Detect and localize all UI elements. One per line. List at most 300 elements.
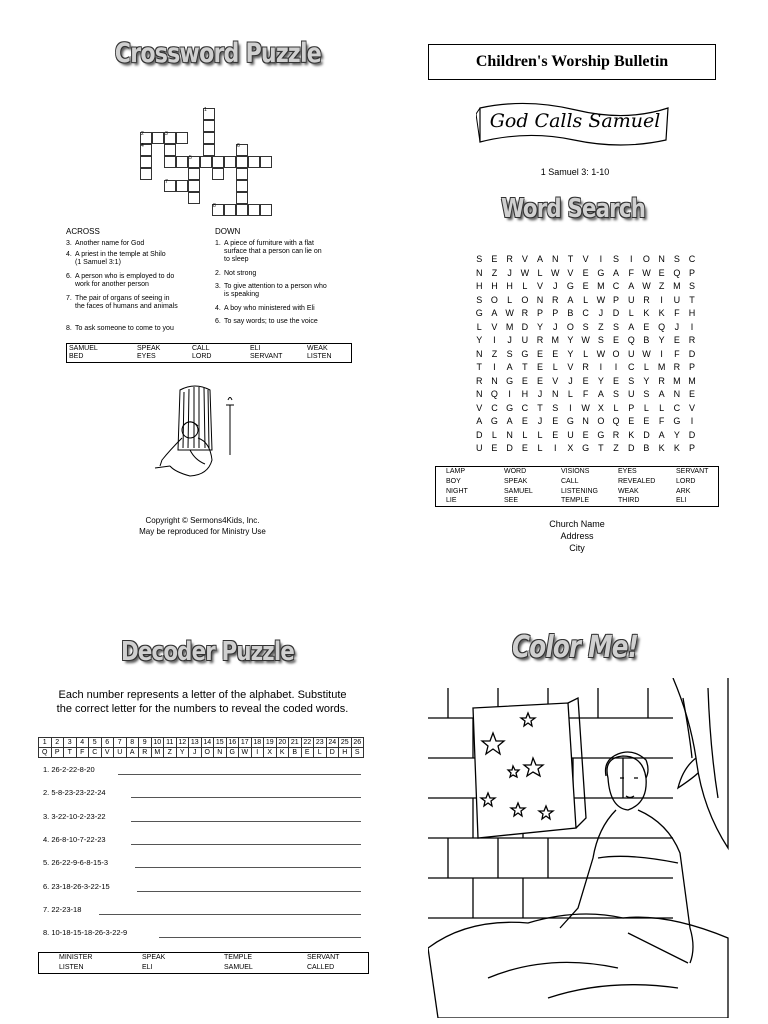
wordsearch-letter[interactable]: I	[508, 389, 511, 399]
wordsearch-letter[interactable]: U	[521, 335, 529, 345]
wordsearch-letter[interactable]: Q	[490, 389, 498, 399]
decoder-code: 2. 5-8-23-23-22-24	[43, 788, 106, 798]
decoder-key-number: 13	[189, 738, 202, 748]
wordsearch-letter[interactable]: L	[583, 294, 589, 305]
wordsearch-letter[interactable]: T	[567, 254, 574, 264]
wordsearch-letter[interactable]: E	[628, 416, 635, 426]
wordsearch-letter[interactable]: G	[506, 375, 514, 386]
wordsearch-letter[interactable]: L	[537, 267, 543, 278]
wordsearch-letter[interactable]: I	[690, 416, 694, 426]
wordsearch-letter[interactable]: E	[643, 416, 650, 426]
wordsearch-letter[interactable]: R	[506, 254, 513, 264]
wordsearch-letter[interactable]: O	[566, 321, 574, 332]
wordsearch-letter[interactable]: N	[658, 254, 665, 264]
decoder-answer-line[interactable]	[159, 937, 361, 938]
decoder-key-letter: J	[189, 748, 202, 758]
decoder-key-letter: W	[239, 748, 252, 758]
wordsearch-letter[interactable]: D	[643, 429, 650, 440]
wordsearch-letter[interactable]: E	[582, 281, 589, 291]
wordsearch-letter[interactable]: N	[476, 348, 483, 359]
wordsearch-letter[interactable]: S	[643, 389, 650, 399]
wordsearch-letter[interactable]: U	[628, 348, 635, 359]
wordsearch-letter[interactable]: X	[567, 443, 574, 453]
wordsearch-letter[interactable]: U	[476, 443, 483, 453]
decoder-code: 1. 26-2-22-8-20	[43, 765, 95, 774]
decoder-key-letter: S	[351, 748, 364, 758]
wordsearch-letter[interactable]: S	[613, 389, 620, 399]
wordsearch-letter[interactable]: L	[476, 321, 482, 332]
decoder-key-number: 15	[214, 738, 227, 748]
wordsearch-letter[interactable]: E	[582, 267, 589, 278]
wordsearch-letter[interactable]: L	[567, 389, 573, 399]
wordsearch-letter[interactable]: D	[688, 429, 696, 440]
wordsearch-letter[interactable]: P	[613, 294, 620, 305]
wordsearch-letter[interactable]: C	[628, 362, 635, 372]
wordsearch-letter[interactable]: T	[537, 402, 543, 413]
wordsearch-letter[interactable]: G	[490, 416, 498, 426]
crossword-cell[interactable]	[164, 156, 176, 168]
wordsearch-letter[interactable]: J	[537, 389, 543, 399]
wordsearch-letter[interactable]: G	[521, 348, 529, 359]
wordsearch-letter[interactable]: A	[658, 429, 665, 440]
wordsearch-letter[interactable]: N	[552, 389, 559, 399]
wordsearch-letter[interactable]: S	[552, 402, 559, 413]
decoder-key-letter: Y	[176, 748, 189, 758]
wordsearch-letter[interactable]: E	[582, 375, 589, 386]
wordsearch-letter[interactable]: L	[659, 402, 665, 413]
wordsearch-letter[interactable]: I	[660, 294, 663, 305]
wordsearch-letter[interactable]: U	[567, 429, 574, 440]
wordsearch-letter[interactable]: R	[673, 362, 681, 372]
wordsearch-letter[interactable]: A	[567, 294, 574, 305]
wordsearch-letter[interactable]: L	[643, 402, 649, 413]
wordsearch-letter[interactable]: M	[505, 321, 514, 332]
wordsearch-letter[interactable]: G	[506, 402, 514, 413]
word-bank-item: LORD	[676, 477, 696, 485]
wordsearch-letter[interactable]: F	[658, 416, 665, 426]
wordsearch-letter[interactable]: W	[596, 348, 606, 359]
wordsearch-letter[interactable]: E	[491, 254, 498, 264]
crossword-cell[interactable]	[164, 144, 176, 156]
decoder-key-letter: D	[326, 748, 339, 758]
wordsearch-letter[interactable]: P	[689, 443, 696, 453]
wordsearch-letter[interactable]: Z	[598, 321, 604, 332]
across-clues: 3. Another name for God 4. A priest in the temple at Shilo (1 Samuel 3:1) 6. A person who is employed to do work for another person 7. The pair of organs of seeing in the faces of humans and animals 8. To ask someone to come to you	[66, 240, 178, 332]
wordsearch-letter[interactable]: S	[673, 254, 680, 264]
decoder-key-number: 25	[339, 738, 352, 748]
wordsearch-letter[interactable]: R	[643, 294, 650, 305]
wordsearch-letter[interactable]: A	[613, 267, 620, 278]
wordsearch-letter[interactable]: V	[537, 281, 544, 291]
wordsearch-letter[interactable]: K	[628, 429, 635, 440]
wordsearch-letter[interactable]: L	[507, 294, 513, 305]
decoder-answer-line[interactable]	[118, 774, 361, 775]
word-bank-item: SPEAK	[504, 477, 528, 485]
wordsearch-letter[interactable]: U	[628, 294, 635, 305]
decoder-key-number: 12	[176, 738, 189, 748]
wordsearch-letter[interactable]: I	[599, 254, 603, 264]
decoder-answer-line[interactable]	[131, 844, 361, 845]
wordsearch-letter[interactable]: R	[521, 308, 529, 318]
samuel-coloring-illustration	[428, 678, 738, 1018]
wordsearch-letter[interactable]: S	[597, 335, 604, 345]
crossword-cell[interactable]	[236, 204, 248, 216]
decoder-key-letter: O	[201, 748, 214, 758]
wordsearch-letter[interactable]: Y	[658, 335, 665, 345]
wordsearch-letter[interactable]: I	[553, 443, 557, 453]
wordsearch-letter[interactable]: J	[507, 335, 512, 345]
wordsearch-letter[interactable]: Q	[612, 416, 620, 426]
wordsearch-letter[interactable]: V	[567, 267, 574, 278]
wordsearch-letter[interactable]: I	[690, 321, 694, 332]
wordsearch-letter[interactable]: V	[521, 254, 528, 264]
wordsearch-letter[interactable]: C	[491, 402, 498, 413]
wordsearch-letter[interactable]: Y	[567, 348, 574, 359]
crossword-clue-number: 1	[204, 107, 207, 113]
wordsearch-letter[interactable]: P	[552, 308, 559, 318]
word-bank-item: REVEALED	[618, 477, 656, 485]
wordsearch-letter[interactable]: Y	[643, 375, 650, 386]
wordsearch-letter[interactable]: G	[566, 416, 574, 426]
wordsearch-letter[interactable]: P	[628, 402, 635, 413]
decoder-key-number: 16	[226, 738, 239, 748]
wordsearch-letter[interactable]: S	[476, 254, 483, 264]
wordsearch-letter[interactable]: N	[552, 254, 559, 264]
crossword-cell[interactable]	[176, 156, 188, 168]
decoder-key-letter: Z	[164, 748, 177, 758]
wordsearch-letter[interactable]: I	[569, 402, 572, 413]
wordsearch-letter[interactable]: Z	[658, 281, 665, 291]
wordsearch-letter[interactable]: E	[491, 443, 498, 453]
wordsearch-letter[interactable]: A	[476, 416, 483, 426]
wordsearch-letter[interactable]: L	[522, 429, 528, 440]
wordsearch-letter[interactable]: E	[552, 348, 559, 359]
wordsearch-letter[interactable]: H	[521, 389, 529, 399]
crossword-cell[interactable]	[188, 192, 200, 204]
wordsearch-letter[interactable]: L	[491, 429, 497, 440]
wordsearch-letter[interactable]: W	[642, 267, 651, 278]
crossword-cell[interactable]	[236, 168, 248, 180]
wordsearch-letter[interactable]: F	[582, 389, 589, 399]
wordsearch-letter[interactable]: D	[506, 443, 513, 453]
wordsearch-letter[interactable]: A	[597, 389, 604, 399]
wordsearch-letter[interactable]: U	[673, 294, 681, 305]
crossword-cell[interactable]	[203, 132, 215, 144]
wordsearch-letter[interactable]: L	[613, 402, 619, 413]
wordsearch-letter[interactable]: V	[689, 402, 696, 413]
wordsearch-letter[interactable]: E	[552, 416, 559, 426]
wordsearch-letter[interactable]: Q	[673, 267, 681, 278]
wordsearch-letter[interactable]: J	[507, 267, 512, 278]
wordsearch-letter[interactable]: R	[688, 335, 696, 345]
crossword-clue-number: 7	[165, 179, 168, 185]
wordsearch-letter[interactable]: A	[506, 362, 513, 372]
wordsearch-letter[interactable]: A	[491, 308, 498, 318]
wordsearch-letter[interactable]: B	[567, 308, 574, 318]
wordsearch-letter[interactable]: U	[628, 389, 635, 399]
crossword-cell[interactable]	[188, 180, 200, 192]
wordsearch-letter[interactable]: E	[537, 362, 544, 372]
wordsearch-letter[interactable]: C	[673, 402, 681, 413]
wordsearch-letter[interactable]: B	[643, 443, 650, 453]
wordsearch-letter[interactable]: L	[537, 429, 543, 440]
word-bank-item: SEE	[504, 497, 519, 505]
word-bank-item: LISTEN	[59, 964, 84, 971]
wordsearch-letter[interactable]: I	[629, 254, 633, 264]
wordsearch-letter[interactable]: J	[598, 308, 604, 318]
wordsearch-letter[interactable]: C	[521, 402, 529, 413]
wordsearch-letter[interactable]: O	[597, 416, 605, 426]
wordsearch-letter[interactable]: I	[493, 335, 496, 345]
wordsearch-letter[interactable]: P	[537, 308, 544, 318]
wordsearch-letter[interactable]: P	[689, 362, 696, 372]
wordsearch-letter[interactable]: Q	[627, 335, 635, 345]
wordsearch-letter[interactable]: A	[628, 321, 635, 332]
wordsearch-letter[interactable]: E	[613, 375, 620, 386]
decoder-key-number: 2	[51, 738, 64, 748]
crossword-cell[interactable]	[203, 120, 215, 132]
crossword-cell[interactable]	[236, 192, 248, 204]
decoder-codes	[43, 765, 373, 945]
wordsearch-letter[interactable]: R	[658, 375, 665, 386]
wordsearch-letter[interactable]: N	[582, 416, 589, 426]
wordsearch-letter[interactable]: T	[522, 362, 528, 372]
wordsearch-letter[interactable]: E	[521, 375, 528, 386]
decoder-key-letter: I	[251, 748, 264, 758]
decoder-key-number: 10	[151, 738, 164, 748]
wordsearch-letter[interactable]: H	[476, 281, 483, 291]
wordsearch-letter[interactable]: V	[567, 362, 574, 372]
wordsearch-letter[interactable]: G	[673, 416, 681, 426]
wordsearch-letter[interactable]: P	[689, 267, 696, 278]
wordsearch-letter[interactable]: R	[612, 429, 620, 440]
wordsearch-letter[interactable]: E	[673, 335, 680, 345]
wordsearch-letter[interactable]: E	[521, 443, 528, 453]
wordsearch-letter[interactable]: A	[506, 416, 513, 426]
wordsearch-letter[interactable]: E	[537, 348, 544, 359]
wordsearch-letter[interactable]: M	[551, 335, 559, 345]
wordsearch-letter[interactable]: J	[537, 416, 543, 426]
crossword-cell[interactable]	[176, 180, 188, 192]
wordsearch-letter[interactable]: C	[582, 308, 589, 318]
wordsearch-letter[interactable]: S	[476, 294, 483, 305]
crossword-word-bank	[66, 343, 352, 363]
wordsearch-letter[interactable]: R	[552, 294, 559, 305]
wordsearch-letter[interactable]: M	[673, 375, 681, 386]
church-address: Address	[560, 531, 594, 541]
word-bank-item: LAMP	[446, 468, 466, 475]
wordsearch-letter[interactable]: Z	[491, 348, 498, 359]
wordsearch-letter[interactable]: M	[688, 375, 696, 386]
wordsearch-letter[interactable]: E	[613, 335, 620, 345]
decoder-key-number: 9	[139, 738, 152, 748]
wordsearch-letter[interactable]: W	[551, 267, 560, 278]
wordsearch-letter[interactable]: O	[490, 294, 498, 305]
wordsearch-letter[interactable]: H	[491, 281, 498, 291]
wordsearch-letter[interactable]: W	[642, 348, 651, 359]
wordsearch-letter[interactable]: L	[552, 362, 558, 372]
crossword-cell[interactable]	[212, 168, 224, 180]
wordsearch-letter[interactable]: S	[628, 375, 635, 386]
wordsearch-letter[interactable]: N	[491, 375, 498, 386]
wordsearch-letter[interactable]: M	[673, 281, 681, 291]
decoder-answer-line[interactable]	[99, 914, 361, 915]
wordsearch-letter[interactable]: V	[476, 402, 483, 413]
wordsearch-letter[interactable]: W	[520, 267, 530, 278]
wordsearch-letter[interactable]: J	[553, 321, 558, 332]
wordsearch-letter[interactable]: G	[597, 267, 605, 278]
down-heading: DOWN	[215, 227, 241, 236]
word-bank-item: TEMPLE	[561, 497, 590, 505]
wordsearch-letter[interactable]: X	[597, 402, 604, 413]
wordsearch-letter[interactable]: V	[491, 321, 498, 332]
wordsearch-letter[interactable]: T	[689, 294, 695, 305]
wordsearch-letter[interactable]: L	[522, 281, 528, 291]
wordsearch-letter[interactable]: Z	[613, 443, 619, 453]
wordsearch-letter[interactable]: Y	[597, 375, 604, 386]
crossword-grid	[0, 0, 384, 240]
wordsearch-letter[interactable]: G	[597, 429, 605, 440]
wordsearch-letter[interactable]: L	[628, 308, 634, 318]
wordsearch-letter[interactable]: J	[553, 281, 558, 291]
wordsearch-letter[interactable]: M	[657, 362, 666, 372]
crossword-cell[interactable]	[152, 132, 164, 144]
wordsearch-letter[interactable]: I	[614, 362, 618, 372]
wordsearch-letter[interactable]: F	[674, 308, 680, 318]
wordsearch-letter[interactable]: D	[521, 321, 529, 332]
bulletin-title-box	[428, 44, 716, 80]
wordsearch-letter[interactable]: O	[642, 254, 650, 264]
wordsearch-letter[interactable]: N	[536, 294, 544, 305]
wordsearch-letter[interactable]: E	[658, 267, 665, 278]
wordsearch-letter[interactable]: C	[612, 281, 620, 291]
crossword-cell[interactable]	[224, 204, 236, 216]
wordsearch-letter[interactable]: N	[673, 389, 681, 399]
wordsearch-letter[interactable]: Z	[491, 267, 498, 278]
wordsearch-letter[interactable]: G	[566, 281, 574, 291]
wordsearch-letter[interactable]: O	[521, 294, 529, 305]
wordsearch-letter[interactable]: N	[476, 389, 483, 399]
wordsearch-letter[interactable]: E	[552, 429, 559, 440]
crossword-cell[interactable]	[203, 144, 215, 156]
crossword-cell[interactable]	[248, 204, 260, 216]
crossword-cell[interactable]	[176, 132, 188, 144]
wordsearch-letter[interactable]: Y	[537, 321, 544, 332]
wordsearch-letter[interactable]: K	[658, 308, 665, 318]
decoder-answer-line[interactable]	[137, 891, 361, 892]
wordsearch-letter[interactable]: E	[643, 321, 650, 332]
wordsearch-grid	[472, 254, 712, 464]
wordsearch-letter[interactable]: F	[674, 348, 680, 359]
wordsearch-letter[interactable]: R	[476, 375, 483, 386]
crossword-cell[interactable]	[200, 156, 212, 168]
wordsearch-letter[interactable]: E	[582, 429, 589, 440]
crossword-cell[interactable]	[236, 180, 248, 192]
decoder-key-letter: E	[301, 748, 314, 758]
wordsearch-letter[interactable]: E	[521, 416, 528, 426]
wordsearch-letter[interactable]: F	[628, 267, 634, 278]
wordsearch-letter[interactable]: T	[598, 443, 604, 453]
wordsearch-letter[interactable]: N	[476, 267, 483, 278]
wordsearch-letter[interactable]: S	[613, 254, 620, 264]
wordsearch-letter[interactable]: A	[628, 281, 635, 291]
wordsearch-letter[interactable]: T	[476, 362, 482, 372]
wordsearch-letter[interactable]: A	[537, 254, 544, 264]
wordsearch-letter[interactable]: W	[505, 308, 514, 318]
decoder-answer-line[interactable]	[131, 797, 361, 798]
wordsearch-letter[interactable]: K	[658, 443, 665, 453]
crossword-cell[interactable]	[188, 168, 200, 180]
wordsearch-letter[interactable]: K	[673, 443, 680, 453]
wordsearch-letter[interactable]: D	[628, 443, 635, 453]
wordsearch-letter[interactable]: D	[612, 308, 620, 318]
wordsearch-letter[interactable]: C	[688, 254, 696, 264]
wordsearch-letter[interactable]: Y	[567, 335, 574, 345]
wordsearch-letter[interactable]: B	[643, 335, 650, 345]
wordsearch-letter[interactable]: I	[660, 348, 663, 359]
crossword-cell[interactable]	[260, 204, 272, 216]
crossword-cell[interactable]	[140, 156, 152, 168]
wordsearch-letter[interactable]: L	[537, 443, 543, 453]
wordsearch-letter[interactable]: H	[506, 281, 513, 291]
wordsearch-letter[interactable]: W	[596, 294, 606, 305]
wordsearch-letter[interactable]: V	[582, 254, 589, 264]
wordsearch-letter[interactable]: E	[689, 389, 696, 399]
wordsearch-letter[interactable]: V	[552, 375, 559, 386]
wordsearch-letter[interactable]: Y	[476, 335, 483, 345]
wordsearch-letter[interactable]: R	[582, 362, 589, 372]
crossword-cell[interactable]	[248, 156, 260, 168]
wordsearch-letter[interactable]: R	[536, 335, 544, 345]
crossword-cell[interactable]	[260, 156, 272, 168]
wordsearch-letter[interactable]: Y	[673, 429, 680, 440]
crossword-cell[interactable]	[140, 168, 152, 180]
wordsearch-letter[interactable]: A	[658, 389, 665, 399]
wordsearch-letter[interactable]: L	[643, 362, 649, 372]
wordsearch-letter[interactable]: I	[599, 362, 603, 372]
wordsearch-letter[interactable]: S	[613, 321, 620, 332]
wordsearch-letter[interactable]: I	[493, 362, 496, 372]
crossword-cell[interactable]	[212, 156, 224, 168]
decoder-answer-line[interactable]	[135, 867, 361, 868]
wordsearch-letter[interactable]: K	[643, 308, 650, 318]
wordsearch-letter[interactable]: D	[688, 348, 696, 359]
wordsearch-letter[interactable]: J	[568, 375, 573, 386]
decoder-answer-line[interactable]	[131, 821, 361, 822]
crossword-cell[interactable]	[236, 156, 248, 168]
wordsearch-letter[interactable]: M	[597, 281, 605, 291]
wordsearch-letter[interactable]: O	[612, 348, 620, 359]
wordsearch-letter[interactable]: Q	[658, 321, 666, 332]
wordsearch-letter[interactable]: W	[642, 281, 651, 291]
wordsearch-letter[interactable]: N	[506, 429, 513, 440]
church-name: Church Name	[549, 519, 605, 529]
decoder-key-number: 5	[89, 738, 102, 748]
wordsearch-letter[interactable]: W	[581, 402, 590, 413]
wordsearch-letter[interactable]: S	[506, 348, 513, 359]
wordsearch-letter[interactable]: S	[582, 321, 589, 332]
wordsearch-letter[interactable]: E	[537, 375, 544, 386]
wordsearch-letter[interactable]: G	[475, 308, 483, 318]
wordsearch-letter[interactable]: S	[689, 281, 696, 291]
wordsearch-letter[interactable]: H	[688, 308, 696, 318]
wordsearch-letter[interactable]: W	[581, 335, 590, 345]
wordsearch-letter[interactable]: G	[582, 443, 590, 453]
wordsearch-letter[interactable]: D	[476, 429, 483, 440]
wordsearch-letter[interactable]: L	[583, 348, 589, 359]
wordsearch-letter[interactable]: J	[674, 321, 680, 332]
crossword-cell[interactable]	[224, 156, 236, 168]
